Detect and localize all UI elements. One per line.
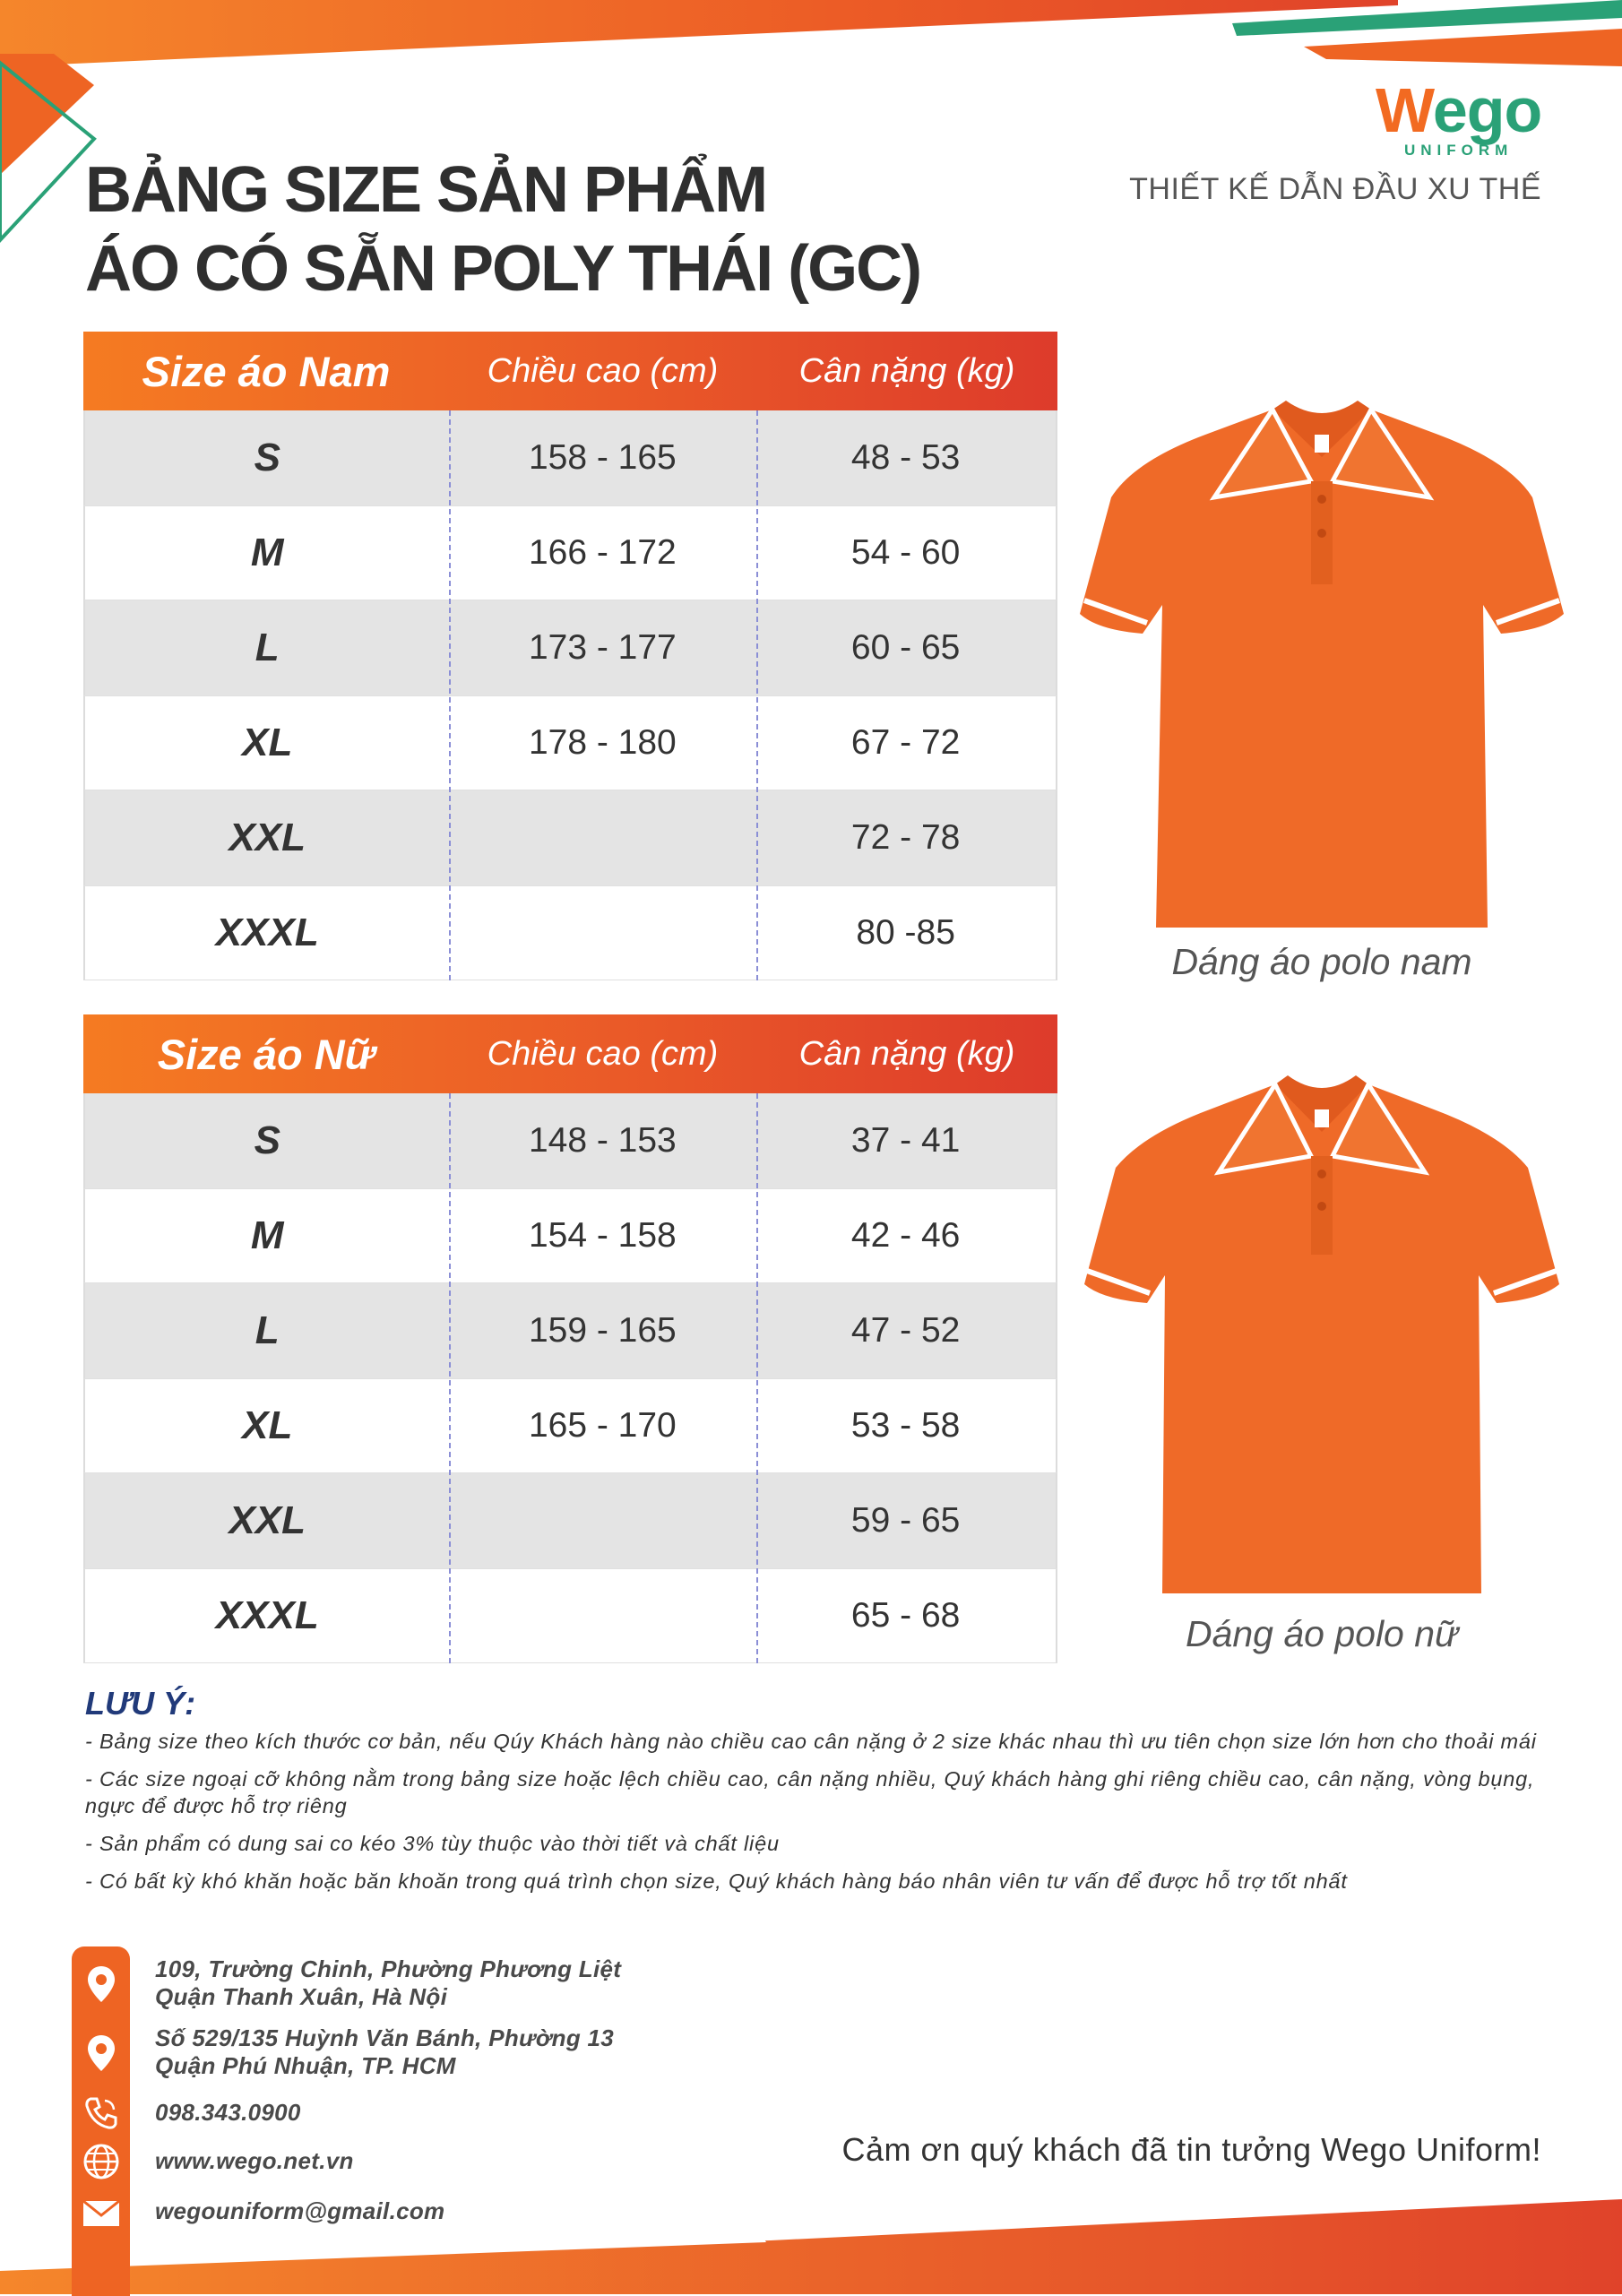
weight-cell: 59 - 65 — [850, 1501, 961, 1540]
title-line-2: ÁO CÓ SẴN POLY THÁI (GC) — [85, 233, 921, 305]
header-weight: Cân nặng (kg) — [798, 351, 1015, 390]
globe-icon — [78, 2138, 125, 2185]
column-divider — [449, 1093, 451, 1663]
address-line: Quận Phú Nhuận, TP. HCM — [155, 2052, 456, 2079]
weight-cell: 42 - 46 — [850, 1216, 961, 1255]
height-cell: 148 - 153 — [528, 1121, 677, 1160]
mail-icon — [78, 2190, 125, 2237]
women-size-table — [83, 1014, 1057, 1663]
notes-title: LƯU Ý: — [85, 1685, 196, 1722]
size-cell: M — [250, 1213, 284, 1257]
men-size-table — [83, 332, 1057, 980]
size-cell: XXL — [229, 1498, 306, 1542]
phone-number[interactable]: 098.343.0900 — [155, 2099, 301, 2126]
size-cell: XL — [242, 1403, 293, 1447]
size-cell: S — [254, 1118, 280, 1162]
location-pin-icon — [78, 1961, 125, 2007]
tagline: THIẾT KẾ DẪN ĐẦU XU THẾ — [1129, 172, 1541, 206]
header-size: Size áo Nữ — [157, 1030, 375, 1078]
table-row — [83, 790, 1057, 885]
address-hcm — [155, 2024, 614, 2080]
address-hanoi — [155, 1955, 621, 2011]
email-link[interactable]: wegouniform@gmail.com — [155, 2197, 445, 2224]
table-row — [83, 505, 1057, 600]
size-cell: S — [254, 436, 280, 479]
column-divider — [756, 1093, 758, 1663]
height-cell: 166 - 172 — [528, 533, 677, 572]
note-item: - Sản phẩm có dung sai co kéo 3% tùy thuộc vào thời tiết và chất liệu — [85, 1832, 780, 1855]
note-item: - Các size ngoại cỡ không nằm trong bảng size hoặc lệch chiều cao, cân nặng nhiều, Quý khách hàng ghi riêng chiều cao, cân nặng, vòng bụng, ngực để được hỗ trợ riêng — [85, 1767, 1535, 1817]
weight-cell: 37 - 41 — [850, 1121, 961, 1160]
table-row — [83, 885, 1057, 980]
size-cell: L — [255, 1308, 280, 1352]
notes-list — [85, 1728, 1546, 1905]
weight-cell: 60 - 65 — [850, 628, 961, 667]
weight-cell: 65 - 68 — [850, 1596, 961, 1635]
height-cell: 154 - 158 — [528, 1216, 677, 1255]
logo-mark: W — [1376, 75, 1433, 145]
note-item: - Bảng size theo kích thước cơ bản, nếu Qúy Khách hàng nào chiều cao cân nặng ở 2 size khác nhau thì ưu tiên chọn size lớn hơn cho thoải mái — [85, 1730, 1537, 1753]
table-row — [83, 1568, 1057, 1663]
weight-cell: 53 - 58 — [850, 1406, 961, 1445]
column-divider — [449, 410, 451, 980]
phone-icon — [78, 2090, 125, 2136]
table-header — [83, 332, 1057, 410]
table-row — [83, 1093, 1057, 1188]
men-polo-shirt-image — [1080, 399, 1564, 928]
address-line: 109, Trường Chinh, Phường Phương Liệt — [155, 1955, 622, 1982]
height-cell: 158 - 165 — [528, 438, 677, 477]
table-header — [83, 1014, 1057, 1093]
size-cell: XL — [242, 721, 293, 764]
header-size: Size áo Nam — [142, 347, 391, 395]
location-pin-icon — [78, 2030, 125, 2076]
note-item: - Có bất kỳ khó khăn hoặc băn khoăn trong quá trình chọn size, Quý khách hàng báo nhân viên tư vấn để được hỗ trợ tốt nhất — [85, 1869, 1348, 1893]
table-row — [83, 1473, 1057, 1568]
table-row — [83, 410, 1057, 505]
women-shirt-caption: Dáng áo polo nữ — [1185, 1613, 1459, 1654]
logo-text: ego — [1432, 75, 1542, 145]
size-cell: M — [250, 531, 284, 574]
page-title — [85, 151, 920, 308]
table-row — [83, 1188, 1057, 1283]
weight-cell: 54 - 60 — [850, 533, 961, 572]
column-divider — [756, 410, 758, 980]
weight-cell: 48 - 53 — [850, 438, 961, 477]
logo-subtitle: UNIFORM — [1404, 142, 1514, 159]
weight-cell: 67 - 72 — [850, 723, 961, 762]
table-row — [83, 1283, 1057, 1378]
address-line: Số 529/135 Huỳnh Văn Bánh, Phường 13 — [155, 2024, 615, 2051]
height-cell: 173 - 177 — [528, 628, 677, 667]
title-line-1: BẢNG SIZE SẢN PHẨM — [85, 154, 767, 226]
weight-cell: 72 - 78 — [850, 818, 961, 857]
header-height: Chiều cao (cm) — [487, 351, 719, 390]
women-polo-shirt-image — [1080, 1074, 1564, 1593]
men-shirt-caption: Dáng áo polo nam — [1171, 941, 1472, 982]
size-cell: XXL — [229, 816, 306, 859]
size-cell: XXXL — [215, 1593, 319, 1637]
table-row — [83, 1378, 1057, 1473]
table-row — [83, 600, 1057, 695]
brand-logo — [1376, 75, 1582, 168]
size-cell: L — [255, 626, 280, 669]
header-weight: Cân nặng (kg) — [798, 1034, 1015, 1073]
table-row — [83, 695, 1057, 790]
thank-you-message: Cảm ơn quý khách đã tin tưởng Wego Uniform! — [841, 2131, 1541, 2168]
size-cell: XXXL — [215, 911, 319, 954]
height-cell: 178 - 180 — [528, 723, 677, 762]
address-line: Quận Thanh Xuân, Hà Nội — [155, 1983, 448, 2010]
weight-cell: 47 - 52 — [850, 1311, 961, 1350]
website-link[interactable]: www.wego.net.vn — [155, 2147, 354, 2174]
weight-cell: 80 -85 — [856, 913, 955, 952]
height-cell: 165 - 170 — [528, 1406, 677, 1445]
header-height: Chiều cao (cm) — [487, 1034, 719, 1073]
height-cell: 159 - 165 — [528, 1311, 677, 1350]
